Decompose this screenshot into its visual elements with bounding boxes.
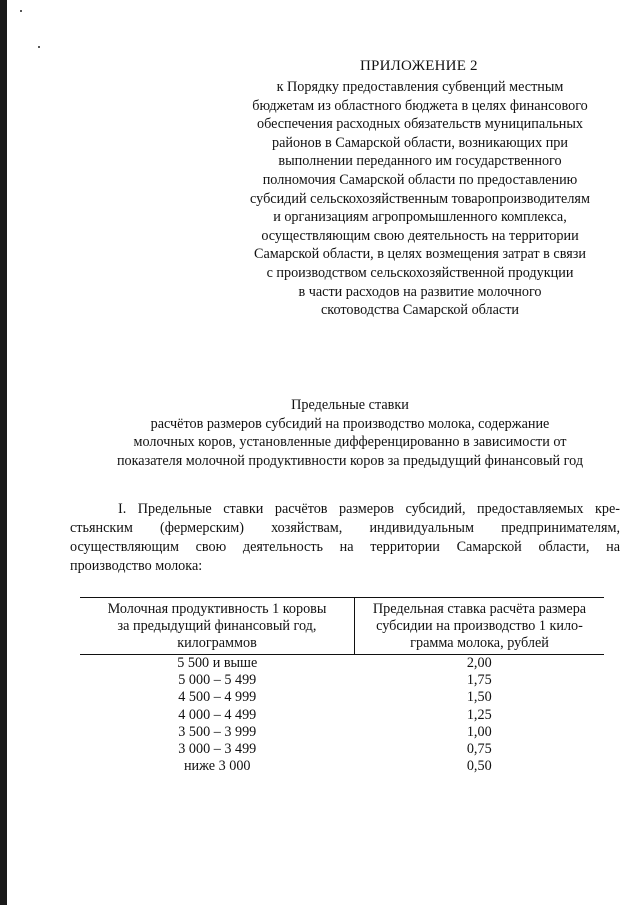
rate-cell: 1,75 [466,672,492,689]
heading-line: Предельные ставки [291,397,409,413]
heading-line: молочных коров, установленные дифференцированно в зависимости от [133,434,567,451]
section-paragraph [70,500,620,576]
productivity-cell: 3 000 – 3 499 [178,741,257,758]
table-row [80,741,604,758]
header-line: грамма молока, рублей [410,635,549,651]
appendix-line: Самарской области, в целях возмещения затрат в связи [254,246,586,263]
productivity-cell: 3 500 – 3 999 [178,723,257,740]
appendix-line: и организациям агропромышленного комплекса, [273,209,567,226]
rate-cell: 1,00 [466,723,492,740]
appendix-line: субсидий сельскохозяйственным товаропроизводителям [250,190,590,207]
appendix-line: к Порядку предоставления субвенций местным [276,79,564,95]
rate-cell: 0,75 [466,741,492,758]
rate-cell: 1,50 [466,689,492,706]
header-line: килограммов [177,635,257,651]
header-line: за предыдущий финансовый год, [117,618,317,634]
productivity-cell: 4 000 – 4 499 [178,706,257,723]
productivity-cell: 4 500 – 4 999 [178,689,257,706]
rate-cell: 2,00 [466,655,492,672]
table-row [80,707,604,724]
appendix-line: выполнении переданного им государственного [278,153,562,170]
appendix-line: осуществляющим свою деятельность на территории [261,227,579,244]
rate-cell: 1,25 [466,706,492,723]
appendix-description [222,78,618,320]
table-row [80,672,604,689]
productivity-cell: ниже 3 000 [183,758,251,775]
table-row [80,689,604,706]
appendix-line: обеспечения расходных обязательств муниципальных [256,116,584,133]
paragraph-line: стьянским (фермерским) хозяйствам, индивидуальным предпринимателям, [70,520,620,536]
scan-speck [20,10,22,12]
rates-table [80,597,604,775]
heading-line: показателя молочной продуктивности коров за предыдущий финансовый год [116,452,584,469]
productivity-cell: 5 000 – 5 499 [178,672,257,689]
appendix-line: полномочия Самарской области по предоставлению [262,171,578,188]
paragraph-line: производство молока: [70,558,203,574]
heading-line: расчётов размеров субсидий на производство молока, содержание [150,415,550,432]
productivity-column-header [80,598,355,655]
appendix-line: в части расходов на развитие молочного [298,283,542,300]
rate-cell: 0,50 [466,758,492,775]
appendix-line: районов в Самарской области, возникающих при [271,134,568,151]
document-heading [80,396,620,470]
table-row [80,758,604,775]
paragraph-line: I. Предельные ставки расчётов размеров субсидий, предоставляемых кре- [118,501,620,517]
paragraph-line: осуществляющим свою деятельность на территории Самарской области, на [70,539,620,555]
scan-speck [38,46,40,48]
scan-border-edge [0,0,7,905]
appendix-line: скотоводства Самарской области [321,302,519,319]
table-row [80,655,604,673]
header-line: Молочная продуктивность 1 коровы [107,601,327,617]
appendix-line: с производством сельскохозяйственной продукции [266,264,574,281]
appendix-line: бюджетам из областного бюджета в целях финансового [252,97,588,114]
table-header-row [80,598,604,655]
appendix-title: ПРИЛОЖЕНИЕ 2 [360,58,478,74]
header-line: субсидии на производство 1 кило- [376,618,583,634]
table-row [80,724,604,741]
productivity-cell: 5 500 и выше [177,655,258,672]
header-line: Предельная ставка расчёта размера [372,601,587,617]
rate-column-header [355,598,605,655]
